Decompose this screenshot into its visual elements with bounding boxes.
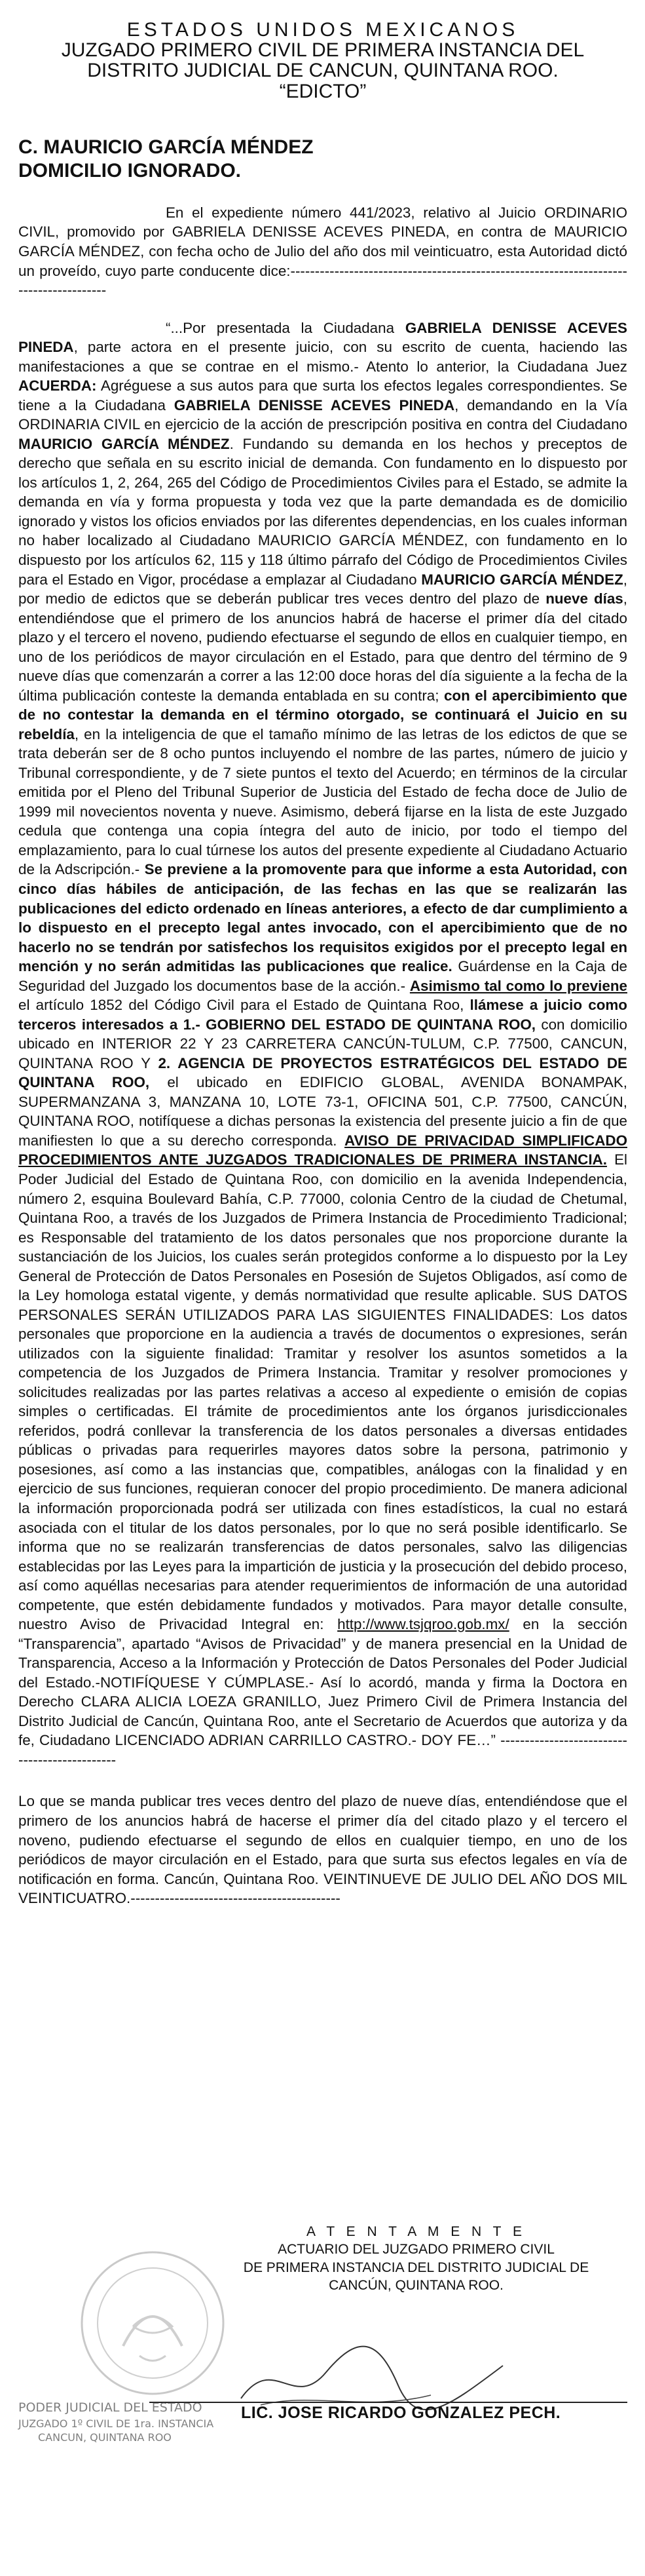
body-text-3: Agréguese a sus autos para que surta los efectos legales correspondientes. Se tiene a la Ciudadana	[18, 377, 627, 413]
body-text-7: , entendiéndose que el primero de los anuncios habrá de hacerse el primer día del citado plazo y el tercero el noveno, pudiendo efectuarse el segundo de ellos en cualquier tiempo, en uno de los periódicos de mayor circulación en el Estado, para que dentro del término de 9 nueve días que comenzarán a correr a las 12:00 doce horas del día siguiente a la fecha de la última publicación conteste la demanda entablada en su contra;	[18, 590, 627, 704]
body-text-10: el artículo 1852 del Código Civil para el Estado de Quintana Roo,	[18, 997, 470, 1014]
body-text-1: “...Por presentada la Ciudadana	[166, 319, 405, 336]
body-text-14: en la sección “Transparencia”, apartado “Avisos de Privacidad” y de manera presencial en la Unidad de Transparencia, Acceso a la Información y Protección de Datos Personales del Poder Judicial del Estado.-NOTIFÍQUESE Y CÚMPLASE.- Así lo acordó, manda y firma la Doctora en Derecho CLARA ALICIA LOEZA GRANILLO, Juez Primero Civil de Primera Instancia del Distrito Judicial de Cancún, Quintana Roo, ante el Secretario de Acuerdos que autoriza y da fe, Ciudadano LICENCIADO ADRIAN CARRILLO CASTRO.- DOY FE…” ----------------------------------------------	[18, 1616, 627, 1768]
court-stamp	[18, 2400, 213, 2445]
body-bold-10: llámese a juicio como terceros interesados a 1.- GOBIERNO DEL ESTADO DE QUINTANA ROO,	[18, 997, 627, 1033]
body-bold-1: GABRIELA DENISSE ACEVES PINEDA	[18, 319, 627, 356]
stamp-line1: PODER JUDICIAL DEL ESTADO	[18, 2400, 202, 2415]
body-bold-4: MAURICIO GARCÍA MÉNDEZ	[18, 435, 230, 452]
body-bold-6: nueve días	[545, 590, 623, 607]
body-bold-2: ACUERDA:	[18, 377, 97, 394]
body-text-5: . Fundando su demanda en los hechos y preceptos de derecho que señala en su escrito inicial de demanda. Con fundamento en lo dispuesto por los artículos 1, 2, 264, 265 del Código de Procedimientos Civiles para el Estado, se admite la demanda en vía y forma propuesta y toda vez que la parte demandada es de domicilio ignorado y vistos los oficios enviados por las diferentes dependencias, en los cuales informan no haber localizado al Ciudadano MAURICIO GARCÍA MÉNDEZ, con fundamento en lo dispuesto por los artículos 62, 115 y 118 último párrafo del Código de Procedimientos Civiles para el Estado en Vigor, procédase a emplazar al Ciudadano	[18, 435, 628, 588]
intro-paragraph: En el expediente número 441/2023, relativo al Juicio ORDINARIO CIVIL, promovido por GABRIELA DENISSE ACEVES PINEDA, en contra de MAURICIO GARCÍA MÉNDEZ, con fecha ocho de Julio del año dos mil veinticuatro, esta Autoridad dictó un proveído, cuyo parte conducente dice:---------------------------------------------------------------------------------------	[18, 204, 627, 299]
signer-name: LIC. JOSE RICARDO GONZALEZ PECH.	[241, 2404, 561, 2422]
body-bold-9: Asimismo tal como lo previene	[409, 977, 627, 994]
body-text-11: con domicilio ubicado en INTERIOR 22 Y 23 CARRETERA CANCÚN-TULUM, C.P. 77500, CANCUN, QUINTANA ROO Y	[18, 1016, 627, 1071]
edict-document	[18, 20, 627, 2556]
addressee-name: C. MAURICIO GARCÍA MÉNDEZ	[18, 136, 314, 158]
addressee-domicile: DOMICILIO IGNORADO.	[18, 160, 241, 182]
body-bold-11: 2. AGENCIA DE PROYECTOS ESTRATÉGICOS DEL ESTADO DE QUINTANA ROO,	[18, 1054, 627, 1091]
body-text-12: el ubicado en EDIFICIO GLOBAL, AVENIDA BONAMPAK, SUPERMANZANA 3, MANZANA 10, LOTE 73-1, OFICINA 501, C.P. 77500, CANCÚN, QUINTANA ROO, notifíquese a dichas personas la existencia del presente juicio a fin de que manifiesten lo que a su derecho corresponda.	[18, 1074, 627, 1149]
signature-line	[149, 2402, 627, 2403]
stamp-line2: JUZGADO 1º CIVIL DE 1ra. INSTANCIA	[18, 2417, 214, 2430]
stamp-line3: CANCUN, QUINTANA ROO	[38, 2431, 172, 2444]
body-bold-3: GABRIELA DENISSE ACEVES PINEDA	[174, 396, 455, 413]
document-header	[18, 20, 627, 102]
body-bold-12: AVISO DE PRIVACIDAD SIMPLIFICADO PROCEDIMIENTOS ANTE JUZGADOS TRADICIONALES DE PRIMERA INSTANCIA.	[18, 1132, 627, 1168]
closing-paragraph: Lo que se manda publicar tres veces dentro del plazo de nueve días, entendiéndose que el primero de los anuncios habrá de hacerse el primer día del citado plazo y el tercero el noveno, pudiendo efectuarse el segundo de ellos en cualquier tiempo, en uno de los periódicos de mayor circulación en el Estado, para que surta sus efectos legales en vía de notificación en forma. Cancún, Quintana Roo. VEINTINUEVE DE JULIO DEL AÑO DOS MIL VEINTICUATRO.-------------------------------------------	[18, 1793, 627, 1907]
body-bold-7: con el apercibimiento que de no contestar la demanda en el término otorgado, se continuará el Juicio en su rebeldía	[18, 687, 627, 742]
body-text-8: , en la inteligencia de que el tamaño mínimo de las letras de los edictos de que se trata deberán ser de 8 ocho puntos incluyendo el nombre de las partes, número de juicio y Tribunal correspondiente, y de 7 siete puntos el texto del Acuerdo; en términos de la circular emitida por el Pleno del Tribunal Superior de Justicia del Estado de fecha doce de Julio de 1999 mil novecientos noventa y nueve. Asimismo, deberá fijarse en la lista de este Juzgado cedula que contenga una copia íntegra del auto de inicio, por todo el tiempo del emplazamiento, para lo cual túrnese los autos del presente expediente al Ciudadano Actuario de la Adscripción.-	[18, 725, 627, 878]
body-bold-8: Se previene a la promovente para que informe a esta Autoridad, con cinco días hábiles de anticipación, de las fechas en las que se realizarán las publicaciones del edicto ordenado en líneas anteriores, a efecto de dar cumplimiento a lo dispuesto en el precepto legal antes invocado, con el apercibimiento que de no hacerlo no se tendrán por satisfechos los requisitos exigidos por el precepto legal en mención y no serán admitidas las publicaciones que realice.	[18, 861, 627, 975]
court-heading-line1: JUZGADO PRIMERO CIVIL DE PRIMERA INSTANCIA DEL	[61, 39, 585, 62]
signature-block	[18, 2208, 627, 2549]
edict-heading: “EDICTO”	[279, 80, 367, 102]
court-heading-line2: DISTRITO JUDICIAL DE CANCUN, QUINTANA ROO.	[87, 60, 559, 82]
signature-caption	[205, 2223, 627, 2294]
body-bold-5: MAURICIO GARCÍA MÉNDEZ	[421, 571, 623, 588]
privacy-link[interactable]: http://www.tsjqroo.gob.mx/	[337, 1616, 509, 1633]
body-text-13: El Poder Judicial del Estado de Quintana Roo, con domicilio en la avenida Independencia, número 2, esquina Boulevard Bahía, C.P. 77000, colonia Centro de la ciudad de Chetumal, Quintana Roo, a través de los Juzgados de Primera Instancia de Procedimiento Tradicional; es Responsable del tratamiento de los datos personales que nos proporcione durante la sustanciación de los Juicios, los cuales serán protegidos conforme a lo dispuesto por la Ley General de Protección de Datos Personales en Posesión de Sujetos Obligados, así como de la Ley homologa estatal vigente, y demás normatividad que resulte aplicable. SUS DATOS PERSONALES SERÁN UTILIZADOS PARA LAS SIGUIENTES FINALIDADES: Los datos personales que proporcione en la audiencia a través de documentos o expresiones, serán utilizados con la siguiente finalidad: Tramitar y resolver los asuntos sometidos a la competencia de los Juzgados de Primera Instancia. Tramitar y resolver promociones y solicitudes realizadas por las partes relativas a acceso al expediente o emisión de copias simples o certificadas. El trámite de procedimientos ante los órganos jurisdiccionales referidos, podrá conllevar la transferencia de los datos personales a diversas entidades públicas o privadas para requerirles mayores datos sobre la persona, patrimonio y posesiones, así como a las instancias que, compatibles, análogas con la finalidad y en ejercicio de sus funciones, requieran conocer del propio procedimiento. De manera adicional la información proporcionada podrá ser utilizada con fines estadísticos, la cual no estará asociada con el titular de los datos personales, por lo que no será posible identificarlo. Se informa que no se realizarán transferencias de datos personales, salvo las diligencias establecidas por las Leyes para la impartición de justicia y la prosecución del debido proceso, así como aquéllas necesarias para atender requerimientos de información de una autoridad competente, que estén debidamente fundados y motivados. Para mayor detalle consulte, nuestro Aviso de Privacidad Integral en:	[18, 1151, 627, 1633]
atentamente-label: A T E N T A M E N T E	[306, 2224, 526, 2239]
body-text-9: Guárdense en la Caja de Seguridad del Juzgado los documentos base de la acción.-	[18, 958, 627, 994]
body-text-4: , demandando en la Vía ORDINARIA CIVIL en ejercicio de la acción de prescripción positiva en contra del Ciudadano	[18, 396, 627, 433]
addressee-block	[18, 136, 627, 183]
country-heading: ESTADOS UNIDOS MEXICANOS	[126, 19, 519, 41]
body-text-2: , parte actora en el presente juicio, con su escrito de cuenta, haciendo las manifestaciones a que se contrae en el mismo.- Atento lo anterior, la Ciudadana Juez	[18, 339, 627, 375]
resolution-paragraph	[18, 318, 627, 1770]
signer-role-line2: DE PRIMERA INSTANCIA DEL DISTRITO JUDICIAL DE	[243, 2259, 589, 2275]
signer-role-line3: CANCÚN, QUINTANA ROO.	[329, 2277, 504, 2293]
body-text-6: , por medio de edictos que se deberán publicar tres veces dentro del plazo de	[18, 571, 627, 607]
signer-role-line1: ACTUARIO DEL JUZGADO PRIMERO CIVIL	[278, 2242, 555, 2258]
